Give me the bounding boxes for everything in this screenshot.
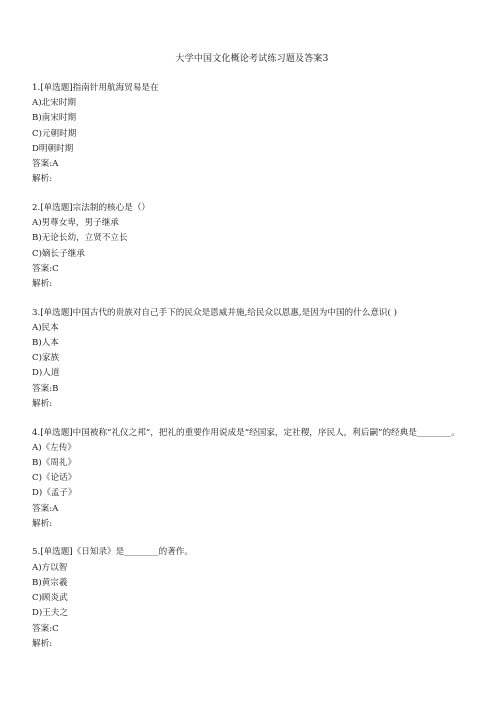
question-3 [32,306,477,412]
question-list [32,81,477,665]
question-stem: 4.[单选题]中国被称“礼仪之邦”，把礼的重要作用说成是“经国家，定社稷，序民人，利后嗣”的经典是________。 [32,427,460,438]
question-4 [32,426,477,532]
document-title: 大学中国文化概论考试练习题及答案3 [175,54,329,64]
option-a: A)《左传》 [32,442,76,453]
option-c: C)家族 [32,353,60,364]
option-c: C)元朝时期 [32,128,77,139]
analysis: 解析: [32,278,53,289]
answer: 答案:C [32,623,59,634]
answer: 答案:B [32,383,59,394]
analysis: 解析: [32,174,53,185]
option-b: B)《周礼》 [32,457,77,468]
answer: 答案:A [32,159,59,170]
question-stem: 5.[单选题]《日知录》是________的著作。 [32,547,193,558]
answer: 答案:C [32,263,59,274]
option-d: D)《孟子》 [32,488,77,499]
question-1 [32,81,477,187]
option-d: D)人道 [32,368,60,379]
analysis: 解析: [32,518,53,529]
question-stem: 3.[单选题]中国古代的贵族对自己手下的民众是恩威并施,给民众以恩惠,是因为中国的什么意识( ) [32,307,397,318]
option-c: C)《论话》 [32,473,77,484]
analysis: 解析: [32,638,53,649]
question-2 [32,201,477,292]
option-a: A)方以智 [32,562,68,573]
option-a: A)男尊女卑，男子继承 [32,218,119,229]
option-c: C)嫡长子继承 [32,248,85,259]
question-stem: 2.[单选题]宗法制的核心是（） [32,202,151,213]
option-a: A)北宋时期 [32,98,76,109]
option-a: A)民本 [32,322,59,333]
option-b: B)无论长幼，立贤不立长 [32,233,128,244]
question-5 [32,545,477,651]
option-d: D)王夫之 [32,608,69,619]
option-b: B)黄宗羲 [32,577,68,588]
option-b: B)南宋时期 [32,113,77,124]
option-d: D明朝时期 [32,143,74,154]
option-c: C)顾炎武 [32,593,68,604]
analysis: 解析: [32,398,53,409]
option-b: B)人本 [32,338,59,349]
answer: 答案:A [32,503,59,514]
question-stem: 1.[单选题]指南针用航海贸易是在 [32,83,159,93]
